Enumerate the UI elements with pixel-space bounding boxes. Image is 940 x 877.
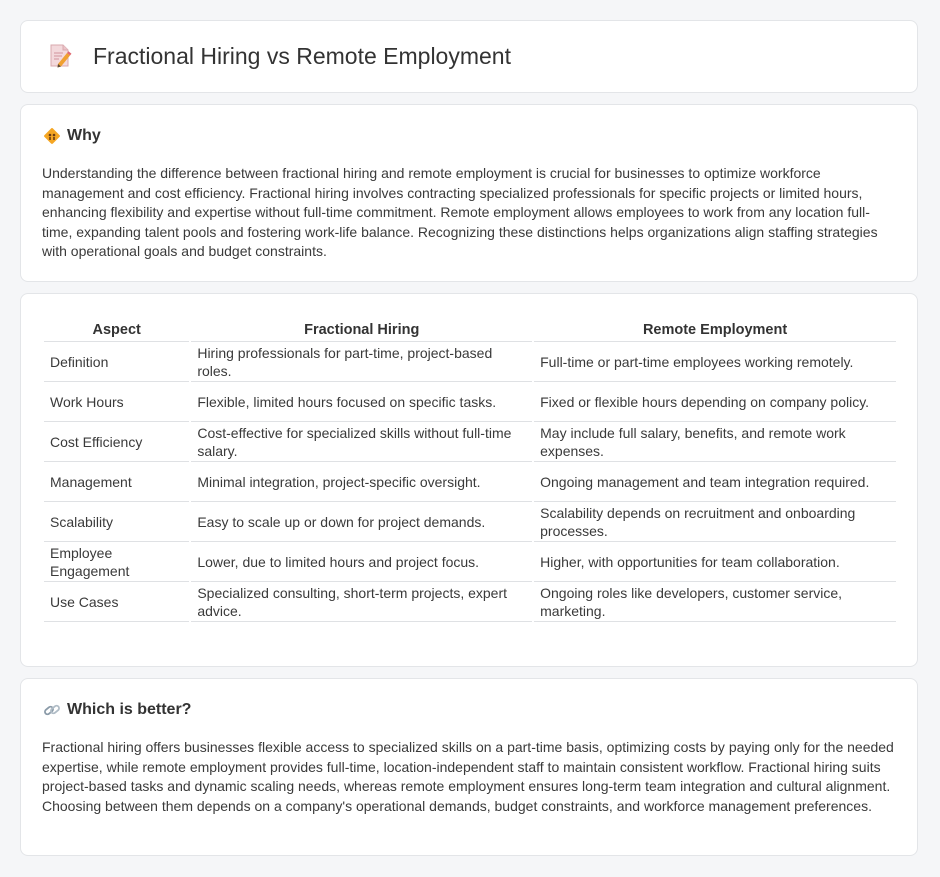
table-row	[44, 382, 896, 422]
row-fractional: Minimal integration, project-specific oversight.	[191, 462, 532, 502]
row-aspect: Management	[44, 462, 189, 502]
comparison-table	[42, 315, 898, 622]
why-text: Understanding the difference between fractional hiring and remote employment is crucial for businesses to optimize workforce management and cost efficiency. Fractional hiring involves contracting specialized professionals for specific projects or limited hours, enhancing flexibility and expertise without full-time commitment. Remote employment allows employees to work from any location full-time, expanding talent pools and fostering work-life balance. Recognizing these distinctions helps organizations align staffing strategies with operational goals and budget constraints.	[42, 165, 878, 260]
row-fractional: Specialized consulting, short-term projects, expert advice.	[191, 582, 532, 622]
row-aspect: Definition	[44, 342, 189, 382]
table-header-row	[44, 315, 896, 342]
page-title: Fractional Hiring vs Remote Employment	[93, 42, 511, 69]
row-fractional: Hiring professionals for part-time, project-based roles.	[191, 342, 532, 382]
table-row	[44, 342, 896, 382]
row-fractional: Flexible, limited hours focused on specific tasks.	[191, 382, 532, 422]
table-row	[44, 462, 896, 502]
row-fractional: Lower, due to limited hours and project focus.	[191, 542, 532, 582]
document-pencil-icon	[45, 41, 75, 71]
header-aspect: Aspect	[44, 315, 189, 342]
row-aspect: Use Cases	[44, 582, 189, 622]
row-fractional: Cost-effective for specialized skills without full-time salary.	[191, 422, 532, 462]
row-remote: Ongoing roles like developers, customer service, marketing.	[534, 582, 896, 622]
title-card	[20, 20, 918, 93]
row-remote: Fixed or flexible hours depending on company policy.	[534, 382, 896, 422]
row-aspect: Employee Engagement	[44, 542, 189, 582]
row-aspect: Cost Efficiency	[44, 422, 189, 462]
table-row	[44, 582, 896, 622]
header-fractional-hiring: Fractional Hiring	[191, 315, 532, 342]
link-icon	[43, 701, 61, 719]
row-remote: Full-time or part-time employees working remotely.	[534, 342, 896, 382]
diamond-signal-icon	[43, 127, 61, 145]
table-row	[44, 422, 896, 462]
row-remote: Ongoing management and team integration required.	[534, 462, 896, 502]
better-heading: Which is better?	[67, 701, 192, 718]
why-section	[20, 104, 918, 282]
row-remote: Scalability depends on recruitment and onboarding processes.	[534, 502, 896, 542]
why-heading: Why	[67, 127, 101, 144]
comparison-section	[20, 293, 918, 667]
table-row	[44, 502, 896, 542]
row-fractional: Easy to scale up or down for project demands.	[191, 502, 532, 542]
header-remote-employment: Remote Employment	[534, 315, 896, 342]
row-aspect: Work Hours	[44, 382, 189, 422]
which-is-better-section	[20, 678, 918, 856]
better-heading-row	[43, 701, 191, 719]
table-row	[44, 542, 896, 582]
better-text: Fractional hiring offers businesses flexible access to specialized skills on a part-time basis, optimizing costs by paying only for the needed expertise, while remote employment provides full-time, location-independent staff to maintain consistent workflow. Fractional hiring suits project-based tasks and dynamic scaling needs, whereas remote employment ensures long-term team integration and cultural alignment. Choosing between them depends on a company's operational demands, budget constraints, and workforce management preferences.	[42, 739, 894, 814]
row-aspect: Scalability	[44, 502, 189, 542]
row-remote: May include full salary, benefits, and remote work expenses.	[534, 422, 896, 462]
why-heading-row	[43, 127, 101, 145]
title-row	[45, 41, 511, 71]
row-remote: Higher, with opportunities for team collaboration.	[534, 542, 896, 582]
